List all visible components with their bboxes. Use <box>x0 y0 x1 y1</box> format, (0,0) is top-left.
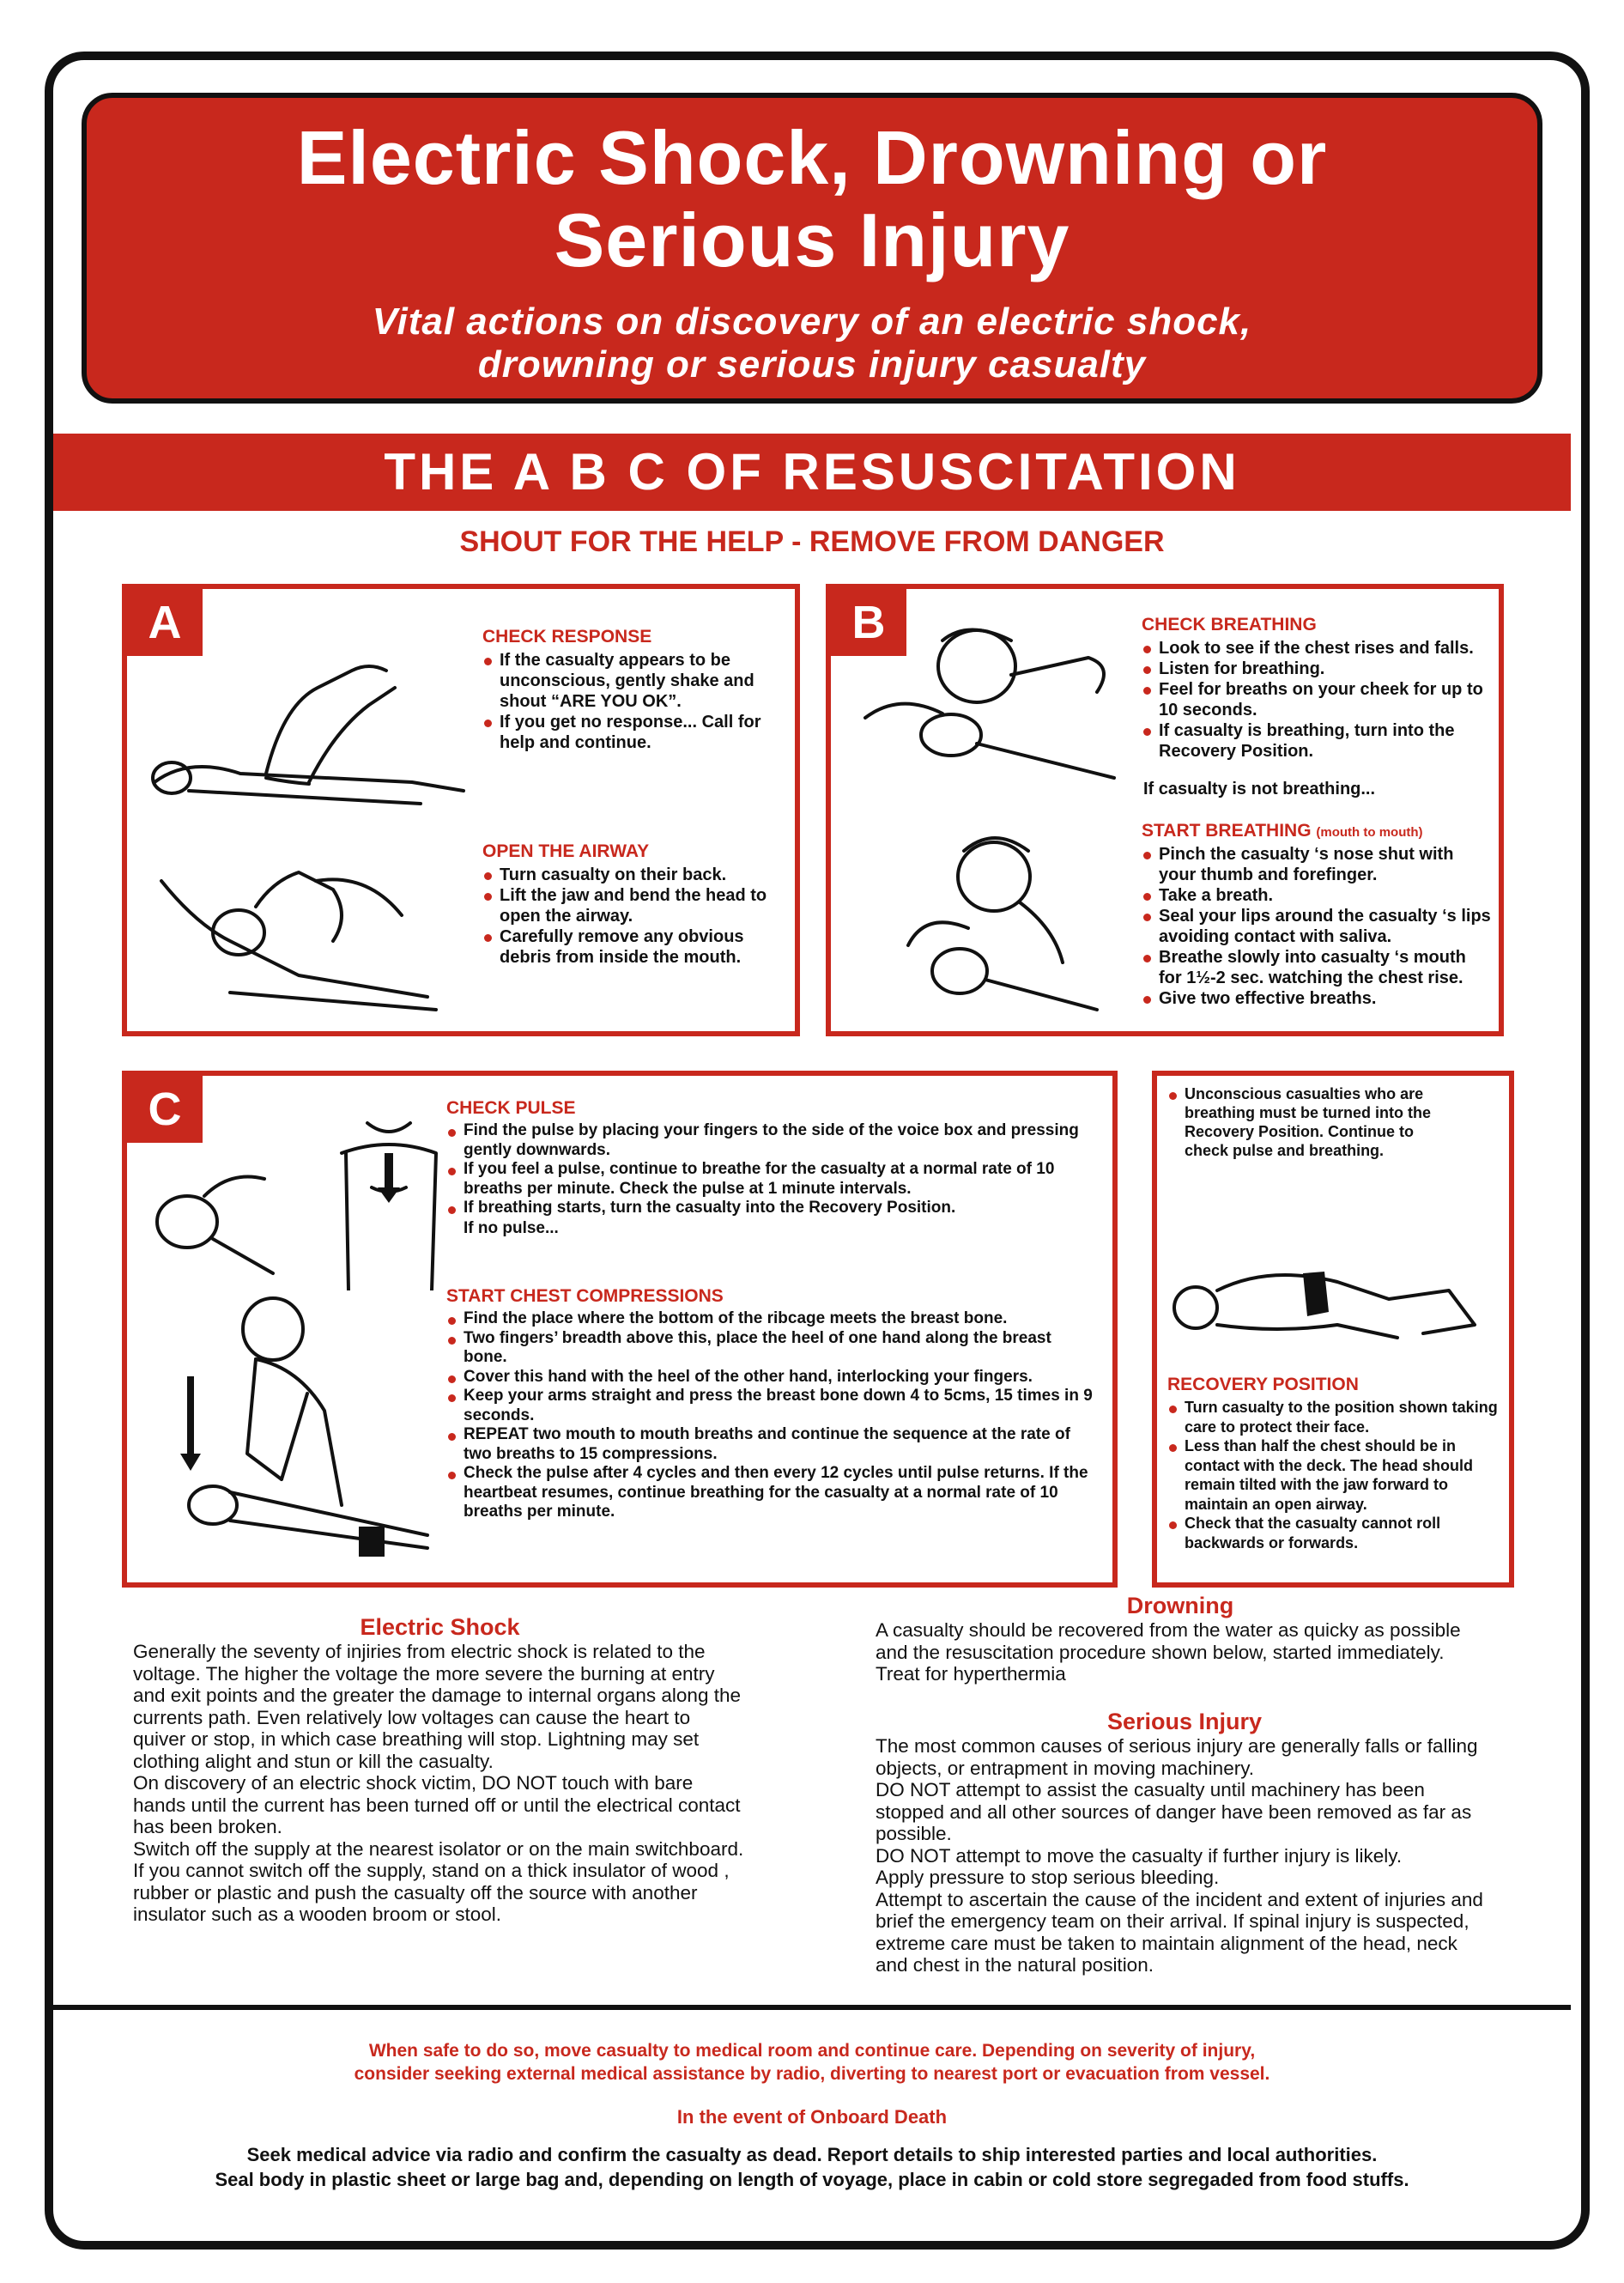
check-response-heading: CHECK RESPONSE <box>482 627 652 647</box>
list-item: Turn casualty to the position shown taking care to protect their face. <box>1167 1398 1502 1436</box>
electric-shock-paragraph: Generally the seventy of injiries from electric shock is related to the voltage. The higher the voltage the more severe the burning at entry and exit points and the greater the damage to internal organs along the currents path. Even relatively low voltages can cause the heart to quiver or stop, in which case breathing will stop. Lightning may set clothing alight and stun or kill the casualty. <box>133 1641 741 1772</box>
box-c <box>122 1071 1118 1588</box>
list-item: If the casualty appears to be unconscious, gently shake and shout “ARE YOU OK”. <box>482 650 783 712</box>
shout-instruction: SHOUT FOR THE HELP - REMOVE FROM DANGER <box>459 525 1165 558</box>
check-breathing-illustration <box>839 606 1123 786</box>
electric-shock-heading: Electric Shock <box>360 1614 520 1640</box>
list-item: Keep your arms straight and press the breast bone down 4 to 5cms, 15 times in 9 seconds. <box>446 1387 1099 1425</box>
check-pulse-heading: CHECK PULSE <box>446 1098 576 1118</box>
list-item: Unconscious casualties who are breathing must be turned into the Recovery Position. Continue to check pulse and breathing. <box>1167 1084 1459 1160</box>
box-a-letter: A <box>127 589 203 656</box>
list-item: Turn casualty on their back. <box>482 865 787 885</box>
list-item: Two fingers’ breadth above this, place the heel of one hand along the breast bone. <box>446 1329 1099 1368</box>
serious-injury-paragraph: DO NOT attempt to move the casualty if further injury is likely. <box>876 1844 1403 1867</box>
box-c-letter: C <box>127 1076 203 1143</box>
serious-injury-paragraph: DO NOT attempt to assist the casualty until machinery has been stopped and all other sources of danger have been removed as far as possible. <box>876 1779 1472 1844</box>
check-response-list <box>482 650 783 753</box>
box-recovery <box>1152 1071 1514 1588</box>
check-breathing-list <box>1142 638 1494 762</box>
list-item: Pinch the casualty ‘s nose shut with your thumb and forefinger. <box>1142 844 1494 885</box>
list-item: If you feel a pulse, continue to breathe for the casualty at a normal rate of 10 breaths per minute. Check the pulse at 1 minute intervals. <box>446 1160 1107 1199</box>
check-pulse-illustration <box>136 1145 282 1290</box>
not-breathing-note: If casualty is not breathing... <box>1143 780 1376 798</box>
list-item: Look to see if the chest rises and falls. <box>1142 638 1494 659</box>
list-item: Give two effective breaths. <box>1142 988 1494 1009</box>
poster-title: Electric Shock, Drowning or Serious Injury <box>296 115 1328 282</box>
list-item: Cover this hand with the heel of the other hand, interlocking your fingers. <box>446 1368 1099 1387</box>
recovery-intro <box>1167 1084 1459 1160</box>
list-item: Find the pulse by placing your fingers to the side of the voice box and pressing gently downwards. <box>446 1121 1107 1160</box>
list-item: Seal your lips around the casualty ‘s lips avoiding contact with saliva. <box>1142 906 1494 947</box>
list-item: If breathing starts, turn the casualty into the Recovery Position. <box>446 1199 1107 1218</box>
start-breathing-list <box>1142 844 1494 1009</box>
recovery-heading: RECOVERY POSITION <box>1167 1375 1359 1394</box>
open-airway-illustration <box>144 847 453 1018</box>
open-airway-heading: OPEN THE AIRWAY <box>482 841 650 861</box>
list-item: If you get no response... Call for help and continue. <box>482 712 783 753</box>
no-pulse-note: If no pulse... <box>464 1218 559 1237</box>
serious-injury-section <box>876 1709 1494 1976</box>
abc-title-bar: THE A B C OF RESUSCITATION <box>53 434 1571 511</box>
check-response-illustration <box>137 653 481 812</box>
list-item: Check that the casualty cannot roll backwards or forwards. <box>1167 1514 1502 1552</box>
open-airway-list <box>482 865 787 968</box>
box-b-letter: B <box>831 589 906 656</box>
death-heading: In the event of Onboard Death <box>676 2106 948 2128</box>
recovery-position-illustration <box>1166 1230 1492 1359</box>
serious-injury-paragraph: Attempt to ascertain the cause of the incident and extent of injuries and brief the emergency team on their arrival. If spinal injury is suspected, extreme care must be taken to maintain alignment of the head, neck and chest in the natural position. <box>876 1888 1483 1976</box>
chest-landmark-illustration <box>333 1119 445 1290</box>
care-instructions: When safe to do so, move casualty to medical room and continue care. Depending on severity of injury, consider seeking external medical assistance by radio, diverting to nearest port or evacuation from vessel. <box>354 2041 1270 2084</box>
box-b <box>826 584 1504 1036</box>
serious-injury-paragraph: Apply pressure to stop serious bleeding. <box>876 1867 1220 1888</box>
chest-compression-illustration <box>136 1290 453 1574</box>
check-pulse-list <box>446 1121 1107 1218</box>
compressions-list <box>446 1309 1099 1522</box>
list-item: If casualty is breathing, turn into the Recovery Position. <box>1142 720 1494 762</box>
list-item: REPEAT two mouth to mouth breaths and continue the sequence at the rate of two breaths to 15 compressions. <box>446 1425 1099 1464</box>
list-item: Check the pulse after 4 cycles and then every 12 cycles until pulse returns. If the heartbeat resumes, continue breathing for the casualty at a normal rate of 10 breaths per minute. <box>446 1464 1099 1522</box>
list-item: Listen for breathing. <box>1142 659 1494 679</box>
list-item: Find the place where the bottom of the ribcage meets the breast bone. <box>446 1309 1099 1329</box>
list-item: Take a breath. <box>1142 885 1494 906</box>
start-breathing-heading: START BREATHING (mouth to mouth) <box>1142 821 1423 841</box>
list-item: Lift the jaw and bend the head to open the airway. <box>482 885 787 926</box>
list-item: Feel for breaths on your cheek for up to 10 seconds. <box>1142 679 1494 720</box>
mouth-to-mouth-illustration <box>891 825 1106 1018</box>
death-instructions: Seek medical advice via radio and confirm the casualty as dead. Report details to ship interested parties and local authorities. Seal body in plastic sheet or large bag and, depending on length of voyage, place in cabin or cold store segregaded from food stuffs. <box>215 2144 1409 2190</box>
compressions-heading: START CHEST COMPRESSIONS <box>446 1286 724 1306</box>
electric-shock-paragraph: Switch off the supply at the nearest isolator or on the main switchboard. If you cannot switch off the supply, stand on a thick insulator of wood , rubber or plastic and push the casualty off the source with another insulator such as a wooden broom or stool. <box>133 1837 744 1925</box>
electric-shock-paragraph: On discovery of an electric shock victim, DO NOT touch with bare hands until the current has been turned off or until the electrical contact has been broken. <box>133 1772 741 1837</box>
serious-injury-heading: Serious Injury <box>1106 1709 1263 1734</box>
list-item: Breathe slowly into casualty ‘s mouth for 1½-2 sec. watching the chest rise. <box>1142 947 1494 988</box>
footer-divider <box>53 2005 1571 2010</box>
list-item: Carefully remove any obvious debris from inside the mouth. <box>482 926 787 968</box>
serious-injury-paragraph: The most common causes of serious injury are generally falls or falling objects, or entrapment in moving machinery. <box>876 1735 1478 1779</box>
title-banner <box>82 93 1542 404</box>
recovery-list <box>1167 1398 1502 1552</box>
drowning-paragraph: A casualty should be recovered from the water as quicky as possible and the resuscitation procedure shown below, started immediately. Treat for hyperthermia <box>876 1619 1461 1685</box>
list-item: Less than half the chest should be in contact with the deck. The head should remain tilted with the jaw forward to maintain an open airway. <box>1167 1436 1502 1514</box>
electric-shock-section <box>133 1614 747 1926</box>
check-breathing-heading: CHECK BREATHING <box>1142 615 1317 635</box>
drowning-section <box>876 1593 1485 1685</box>
poster-subtitle: Vital actions on discovery of an electric shock, drowning or serious injury casualty <box>372 301 1252 386</box>
drowning-heading: Drowning <box>1126 1593 1234 1618</box>
box-a <box>122 584 800 1036</box>
